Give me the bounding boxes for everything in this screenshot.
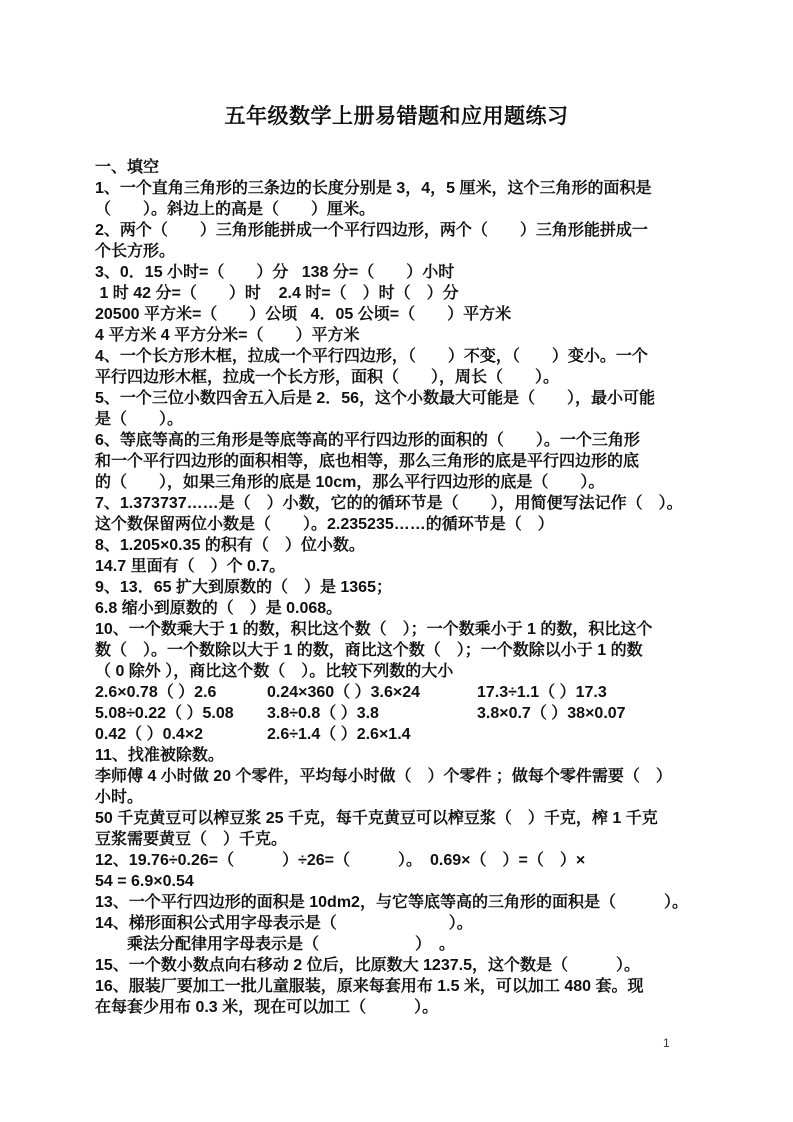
text-line: 4 平方米 4 平方分米=（ ）平方米 [95,327,360,344]
text-line: 乘法分配律用字母表示是（ ） 。 [95,936,456,953]
text-line: 6、等底等高的三角形是等底等高的平行四边形的面积的（ ）。一个三角形 [95,432,640,449]
text-line: 这个数保留两位小数是（ ）。2.235235……的循环节是（ ） [95,516,554,533]
text-line: 50 千克黄豆可以榨豆浆 25 千克，每千克黄豆可以榨豆浆（ ）千克，榨 1 千克 [95,810,658,827]
text-line: 15、一个数小数点向右移动 2 位后，比原数大 1237.5，这个数是（ ）。 [95,957,640,974]
text-line: 11、找准被除数。 [95,747,224,764]
comparison-cell: 17.3÷1.1（ ）17.3 [477,684,607,701]
text-line: 5、一个三位小数四舍五入后是 2．56，这个小数最大可能是（ ），最小可能 [95,390,656,407]
comparison-row [95,703,720,724]
text-line: 9、13．65 扩大到原数的（ ）是 1365； [95,579,392,596]
text-line: 和一个平行四边形的面积相等，底也相等，那么三角形的底是平行四边形的底 [95,453,640,470]
text-line: 16、服装厂要加工一批儿童服装，原来每套用布 1.5 米，可以加工 480 套。现 [95,978,644,995]
text-line: 豆浆需要黄豆（ ）千克。 [95,831,288,848]
comparison-cell: 3.8×0.7（ ）38×0.07 [477,705,626,722]
text-line: 3、0．15 小时=（ ）分 138 分=（ ）小时 [95,264,455,281]
text-line: 李师傅 4 小时做 20 个零件，平均每小时做（ ）个零件 ；做每个零件需要（ ） [95,768,672,785]
text-line: 数（ ）。一个数除以大于 1 的数，商比这个数（ ）；一个数除以小于 1 的数 [95,642,643,659]
comparison-cell: 2.6÷1.4（ ）2.6×1.4 [267,726,411,743]
text-line: 54 = 6.9×0.54 [95,873,194,890]
document-body [95,157,720,1018]
document-title: 五年级数学上册易错题和应用题练习 [224,105,569,128]
text-line: 是（ ）。 [95,411,184,428]
text-line: 12、19.76÷0.26=（ ）÷26=（ ）。 0.69×（ ）=（ ）× [95,852,586,869]
comparison-cell [477,724,720,745]
text-line: 在每套少用布 0.3 米，现在可以加工（ ）。 [95,999,439,1016]
text-line: 14.7 里面有（ ）个 0.7。 [95,558,286,575]
text-line: （ 0 除外 ），商比这个数（ ）。比较下列数的大小 [95,663,454,680]
text-line: 2、两个（ ）三角形能拼成一个平行四边形，两个（ ）三角形能拼成一 [95,222,648,239]
page-number: 1 [663,1036,670,1050]
text-line: 7、1.373737……是（ ）小数，它的的循环节是（ ），用简便写法记作（ ）。 [95,495,683,512]
text-line: 平行四边形木框，拉成一个长方形，面积（ ），周长（ ）。 [95,369,560,386]
section-heading: 一、填空 [95,159,160,176]
comparison-row [95,682,720,703]
comparison-cell: 3.8÷0.8（ ）3.8 [267,705,379,722]
text-line: 小时。 [95,789,144,806]
text-line: 的（ ），如果三角形的底是 10cm，那么平行四边形的底是（ ）。 [95,474,605,491]
comparison-cell: 0.42（ ）0.4×2 [95,726,204,743]
text-line: 6.8 缩小到原数的（ ）是 0.068。 [95,600,343,617]
comparison-row [95,724,720,745]
text-line: 个长方形。 [95,243,176,260]
text-line: （ ）。斜边上的高是（ ）厘米。 [95,201,376,218]
text-line: 8、1.205×0.35 的积有（ ）位小数。 [95,537,365,554]
comparison-cell: 2.6×0.78（ ）2.6 [95,684,217,701]
comparison-cell: 0.24×360（ ）3.6×24 [267,684,421,701]
text-line: 14、梯形面积公式用字母表示是（ ）。 [95,915,473,932]
text-line: 20500 平方米=（ ）公顷 4．05 公顷=（ ）平方米 [95,306,512,323]
text-line: 1 时 42 分=（ ）时 2.4 时=（ ）时（ ）分 [95,285,459,302]
text-line: 13、一个平行四边形的面积是 10dm2，与它等底等高的三角形的面积是（ ）。 [95,894,688,911]
text-line: 1、一个直角三角形的三条边的长度分别是 3，4，5 厘米，这个三角形的面积是 [95,180,652,197]
text-line: 10、一个数乘大于 1 的数，积比这个数（ ）；一个数乘小于 1 的数，积比这个 [95,621,653,638]
comparison-cell: 5.08÷0.22（ ）5.08 [95,705,234,722]
text-line: 4、一个长方形木框，拉成一个平行四边形，（ ）不变，（ ）变小。一个 [95,348,648,365]
